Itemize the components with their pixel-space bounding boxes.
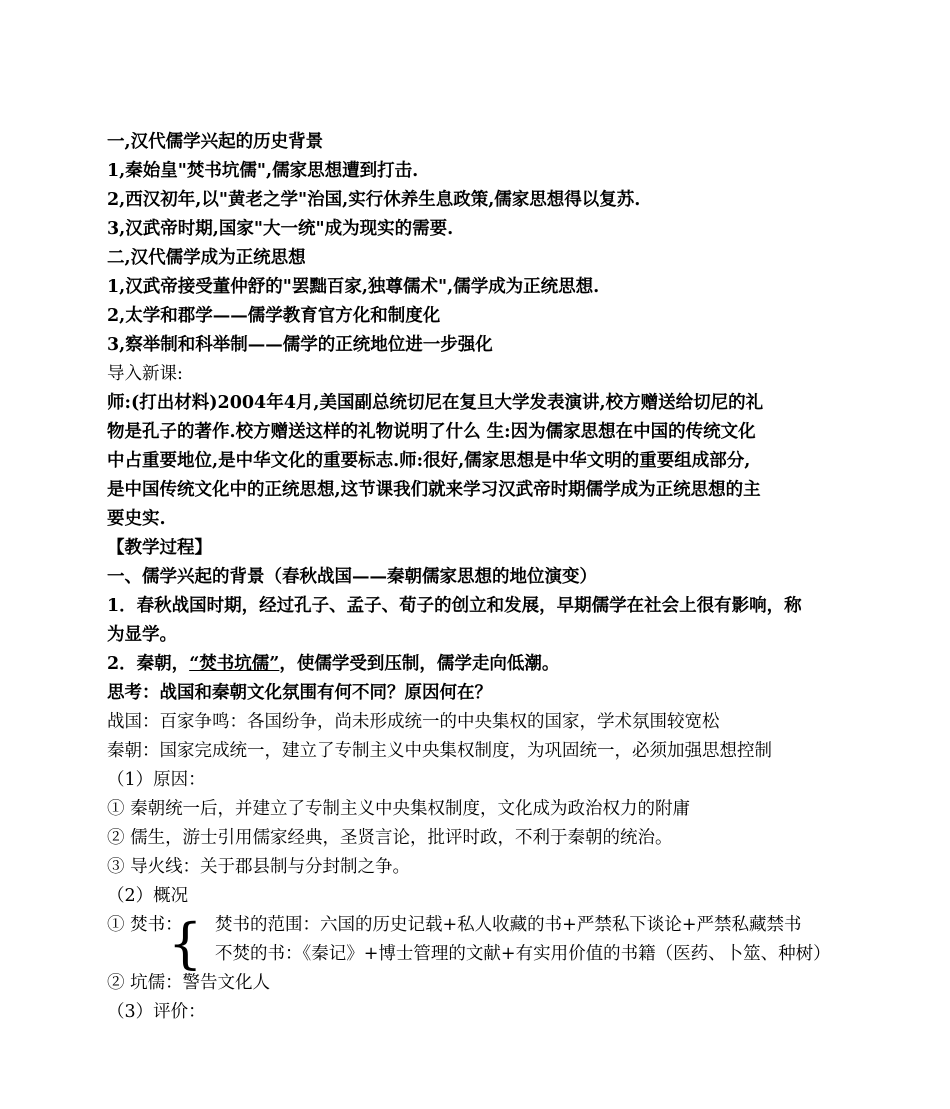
text-line: 是中国传统文化中的正统思想,这节课我们就来学习汉武帝时期儒学成为正统思想的主 xyxy=(107,480,761,500)
text-segment: 2．秦朝， xyxy=(107,654,190,674)
text-line: 3,汉武帝时期,国家"大一统"成为现实的需要. xyxy=(107,219,454,239)
text-line: 要史实. xyxy=(107,509,166,529)
text-line xyxy=(107,650,847,679)
text-line: 秦朝：国家完成统一，建立了专制主义中央集权制度，为巩固统一，必须加强思想控制 xyxy=(107,741,772,761)
question-line: 思考：战国和秦朝文化氛围有何不同？原因何在？ xyxy=(107,683,492,703)
text-line: 1,秦始皇"焚书坑儒",儒家思想遭到打击. xyxy=(107,161,419,181)
intro-label: 导入新课: xyxy=(107,364,183,384)
text-line: 1,汉武帝接受董仲舒的"罢黜百家,独尊儒术",儒学成为正统思想. xyxy=(107,277,600,297)
text-line: 物是孔子的著作.校方赠送这样的礼物说明了什么 生:因为儒家思想在中国的传统文化 xyxy=(107,422,756,442)
text-line: 战国：百家争鸣：各国纷争，尚未形成统一的中央集权的国家，学术氛围较宽松 xyxy=(107,712,720,732)
text-line: 2,太学和郡学——儒学教育官方化和制度化 xyxy=(107,306,441,326)
text-line: 为显学。 xyxy=(107,625,177,645)
heading-han-confucianism-background: 一,汉代儒学兴起的历史背景 xyxy=(107,132,324,152)
brace-symbol: { xyxy=(168,912,203,975)
text-line: 中占重要地位,是中华文化的重要标志.师:很好,儒家思想是中华文明的重要组成部分, xyxy=(107,451,751,471)
text-segment: ，使儒学受到压制，儒学走向低潮。 xyxy=(279,654,560,674)
heading-teaching-process: 【教学过程】 xyxy=(107,538,212,558)
subheading-evaluation: （3）评价： xyxy=(107,1002,206,1022)
text-line: 师:(打出材料)2004年4月,美国副总统切尼在复旦大学发表演讲,校方赠送给切尼的礼 xyxy=(107,393,764,413)
subheading-overview: （2）概况 xyxy=(107,886,189,906)
list-item: ② 儒生，游士引用儒家经典，圣贤言论，批评时政，不利于秦朝的统治。 xyxy=(107,828,673,848)
list-item: ① 秦朝统一后，并建立了专制主义中央集权制度，文化成为政治权力的附庸 xyxy=(107,799,691,819)
list-item-book-burning: ① 焚书： xyxy=(107,915,183,935)
heading-orthodox-thought: 二,汉代儒学成为正统思想 xyxy=(107,248,306,268)
burned-books-scope: 焚书的范围：六国的历史记载+私人收藏的书+严禁私下谈论+严禁私藏禁书 xyxy=(215,915,802,935)
list-item: ② 坑儒：警告文化人 xyxy=(107,973,271,993)
text-line: 2,西汉初年,以"黄老之学"治国,实行休养生息政策,儒家思想得以复苏. xyxy=(107,190,641,210)
text-line: 一、儒学兴起的背景（春秋战国——秦朝儒家思想的地位演变） xyxy=(107,567,597,587)
underlined-phrase: “焚书坑儒” xyxy=(189,654,280,674)
list-item: ③ 导火线：关于郡县制与分封制之争。 xyxy=(107,857,411,877)
text-line: 1．春秋战国时期，经过孔子、孟子、荀子的创立和发展，早期儒学在社会上很有影响，称 xyxy=(107,596,802,616)
text-line: 3,察举制和科举制——儒学的正统地位进一步强化 xyxy=(107,335,493,355)
unburned-books: 不焚的书：《秦记》+博士管理的文献+有实用价值的书籍（医药、卜筮、种树） xyxy=(215,944,831,964)
subheading-causes: （1）原因： xyxy=(107,770,206,790)
